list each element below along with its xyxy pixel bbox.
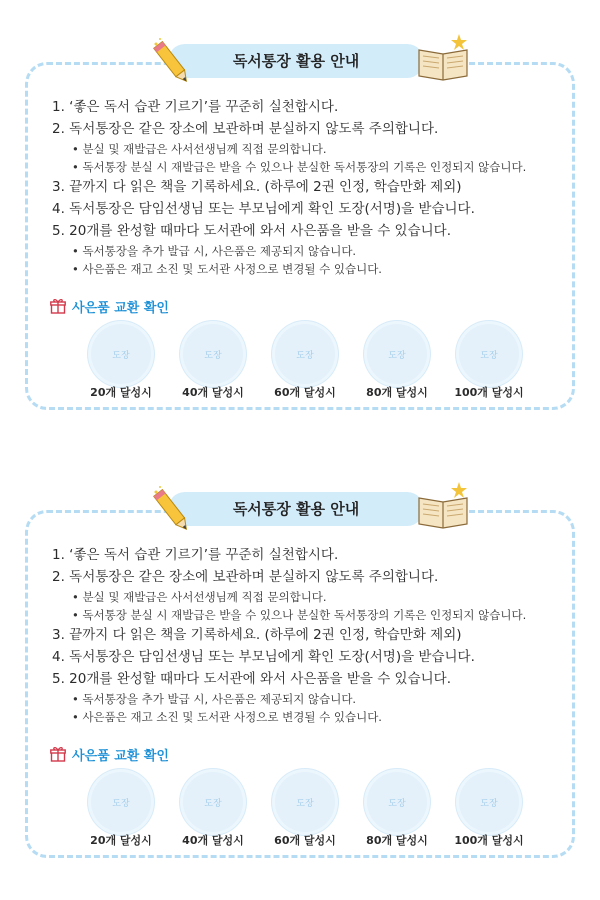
guide-item-4: 4. 독서통장은 담임선생님 또는 부모님에게 확인 도장(서명)을 받습니다. (52, 649, 475, 665)
stamp-slot-3[interactable] (275, 324, 335, 384)
reading-passbook-guide-card (0, 470, 600, 890)
gift-icon (50, 746, 66, 762)
guide-item-1: 1. ‘좋은 독서 습관 기르기’를 꾸준히 실천합시다. (52, 547, 339, 563)
stamp-placeholder: 도장 (388, 350, 406, 361)
reading-passbook-guide-card (0, 22, 600, 442)
book-icon (415, 480, 471, 530)
stamp-placeholder: 도장 (480, 350, 498, 361)
guide-subitem: • 독서통장을 추가 발급 시, 사은품은 제공되지 않습니다. (52, 242, 572, 260)
stamp-slot-5[interactable] (459, 324, 519, 384)
book-icon (415, 32, 471, 82)
guide-list (52, 544, 572, 726)
stamp-slot-1[interactable] (91, 324, 151, 384)
guide-subitem: • 분실 및 재발급은 사서선생님께 직접 문의합니다. (52, 140, 572, 158)
stamp-label-2: 40개 달성시 (182, 386, 244, 399)
gift-exchange-label: 사은품 교환 확인 (72, 300, 169, 316)
gift-exchange-header (50, 744, 169, 764)
guide-subitem: • 사은품은 재고 소진 및 도서관 사정으로 변경될 수 있습니다. (52, 708, 572, 726)
stamp-placeholder: 도장 (480, 798, 498, 809)
stamp-slot-1[interactable] (91, 772, 151, 832)
stamp-label-5: 100개 달성시 (454, 834, 524, 847)
stamp-label-2: 40개 달성시 (182, 834, 244, 847)
gift-icon (50, 298, 66, 314)
gift-exchange-label: 사은품 교환 확인 (72, 748, 169, 764)
stamp-label-3: 60개 달성시 (274, 386, 336, 399)
stamp-placeholder: 도장 (296, 798, 314, 809)
stamp-placeholder: 도장 (204, 798, 222, 809)
guide-item-4: 4. 독서통장은 담임선생님 또는 부모님에게 확인 도장(서명)을 받습니다. (52, 201, 475, 217)
stamp-slot-4[interactable] (367, 772, 427, 832)
guide-item-3: 3. 끝까지 다 읽은 책을 기록하세요. (하루에 2권 인정, 학습만화 제외) (52, 627, 462, 643)
stamp-slot-2[interactable] (183, 324, 243, 384)
stamp-label-3: 60개 달성시 (274, 834, 336, 847)
guide-item-5: 5. 20개를 완성할 때마다 도서관에 와서 사은품을 받을 수 있습니다. (52, 223, 451, 239)
guide-subitem: • 독서통장 분실 시 재발급은 받을 수 있으나 분실한 독서통장의 기록은 인정되지 않습니다. (52, 606, 572, 624)
guide-subitem: • 독서통장 분실 시 재발급은 받을 수 있으나 분실한 독서통장의 기록은 인정되지 않습니다. (52, 158, 572, 176)
guide-item-1: 1. ‘좋은 독서 습관 기르기’를 꾸준히 실천합시다. (52, 99, 339, 115)
guide-subitem: • 독서통장을 추가 발급 시, 사은품은 제공되지 않습니다. (52, 690, 572, 708)
stamp-slot-3[interactable] (275, 772, 335, 832)
stamp-slot-2[interactable] (183, 772, 243, 832)
stamp-label-1: 20개 달성시 (90, 386, 152, 399)
stamp-label-1: 20개 달성시 (90, 834, 152, 847)
stamp-placeholder: 도장 (296, 350, 314, 361)
guide-subitem: • 분실 및 재발급은 사서선생님께 직접 문의합니다. (52, 588, 572, 606)
card-title: 독서통장 활용 안내 (232, 52, 360, 70)
gift-exchange-header (50, 296, 169, 316)
guide-subitem: • 사은품은 재고 소진 및 도서관 사정으로 변경될 수 있습니다. (52, 260, 572, 278)
card-title: 독서통장 활용 안내 (232, 500, 360, 518)
stamp-label-4: 80개 달성시 (366, 834, 428, 847)
stamp-slot-4[interactable] (367, 324, 427, 384)
stamp-placeholder: 도장 (204, 350, 222, 361)
stamp-placeholder: 도장 (388, 798, 406, 809)
guide-list (52, 96, 572, 278)
guide-item-3: 3. 끝까지 다 읽은 책을 기록하세요. (하루에 2권 인정, 학습만화 제외) (52, 179, 462, 195)
stamp-placeholder: 도장 (112, 798, 130, 809)
stamp-label-4: 80개 달성시 (366, 386, 428, 399)
stamp-placeholder: 도장 (112, 350, 130, 361)
guide-item-2: 2. 독서통장은 같은 장소에 보관하며 분실하지 않도록 주의합니다. (52, 569, 439, 585)
stamp-label-5: 100개 달성시 (454, 386, 524, 399)
guide-item-5: 5. 20개를 완성할 때마다 도서관에 와서 사은품을 받을 수 있습니다. (52, 671, 451, 687)
guide-item-2: 2. 독서통장은 같은 장소에 보관하며 분실하지 않도록 주의합니다. (52, 121, 439, 137)
stamp-slot-5[interactable] (459, 772, 519, 832)
